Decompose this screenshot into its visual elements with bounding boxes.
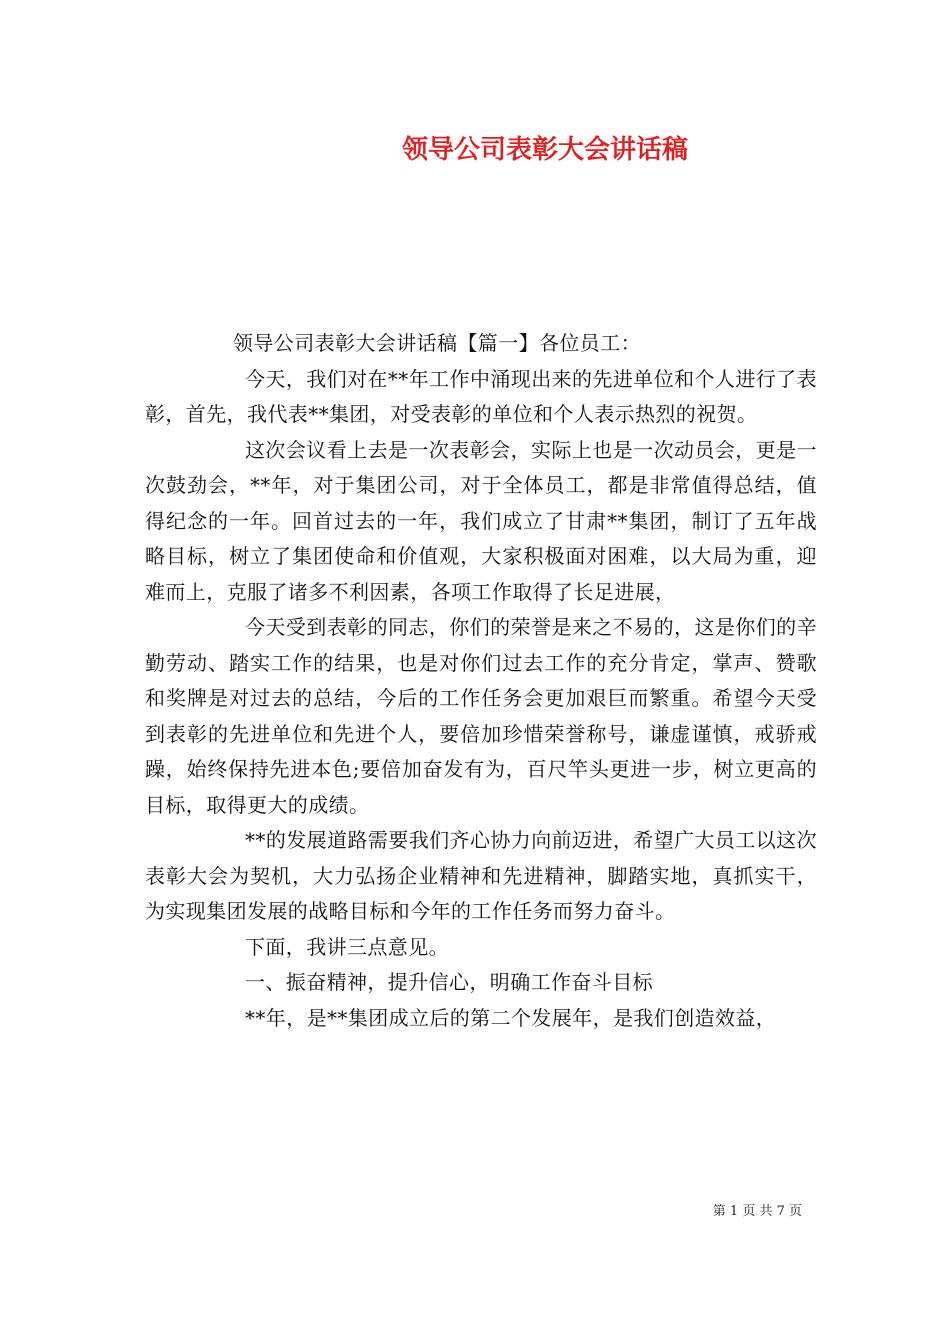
document-title: 领导公司表彰大会讲话稿 xyxy=(401,135,688,165)
paragraph-intro: 领导公司表彰大会讲话稿【篇一】各位员工： xyxy=(233,331,641,355)
paragraph-2: 这次会议看上去是一次表彰会，实际上也是一次动员会，更是一次鼓劲会，**年，对于集团公司，对于全体员工，都是非常值得总结，值得纪念的一年。回首过去的一年，我们成立了甘肃**集团，制订了五年战略目标，树立了集团使命和价值观，大家积极面对困难，以大局为重，迎难而上，克服了诸多不利因素，各项工作取得了长足进展， xyxy=(145,437,817,604)
paragraph-5: 下面，我讲三点意见。 xyxy=(245,934,449,959)
page-number-footer: 第 1 页 共 7 页 xyxy=(712,1204,802,1219)
paragraph-6: **年，是**集团成立后的第二个发展年，是我们创造效益， xyxy=(245,1005,777,1030)
document-body xyxy=(145,326,817,1036)
section-heading-1: 一、振奋精神，提升信心，明确工作奋斗目标 xyxy=(245,970,653,994)
paragraph-1: 今天，我们对在**年工作中涌现出来的先进单位和个人进行了表彰，首先，我代表**集团，对受表彰的单位和个人表示热烈的祝贺。 xyxy=(145,366,817,426)
paragraph-3: 今天受到表彰的同志，你们的荣誉是来之不易的，这是你们的辛勤劳动、踏实工作的结果，也是对你们过去工作的充分肯定，掌声、赞歌和奖牌是对过去的总结，今后的工作任务会更加艰巨而繁重。希望今天受到表彰的先进单位和先进个人，要倍加珍惜荣誉称号，谦虚谨慎，戒骄戒躁，始终保持先进本色;要倍加奋发有为，百尺竿头更进一步，树立更高的目标，取得更大的成绩。 xyxy=(145,615,817,817)
paragraph-4: **的发展道路需要我们齐心协力向前迈进，希望广大员工以这次表彰大会为契机，大力弘扬企业精神和先进精神，脚踏实地，真抓实干，为实现集团发展的战略目标和今年的工作任务而努力奋斗。 xyxy=(145,828,817,923)
